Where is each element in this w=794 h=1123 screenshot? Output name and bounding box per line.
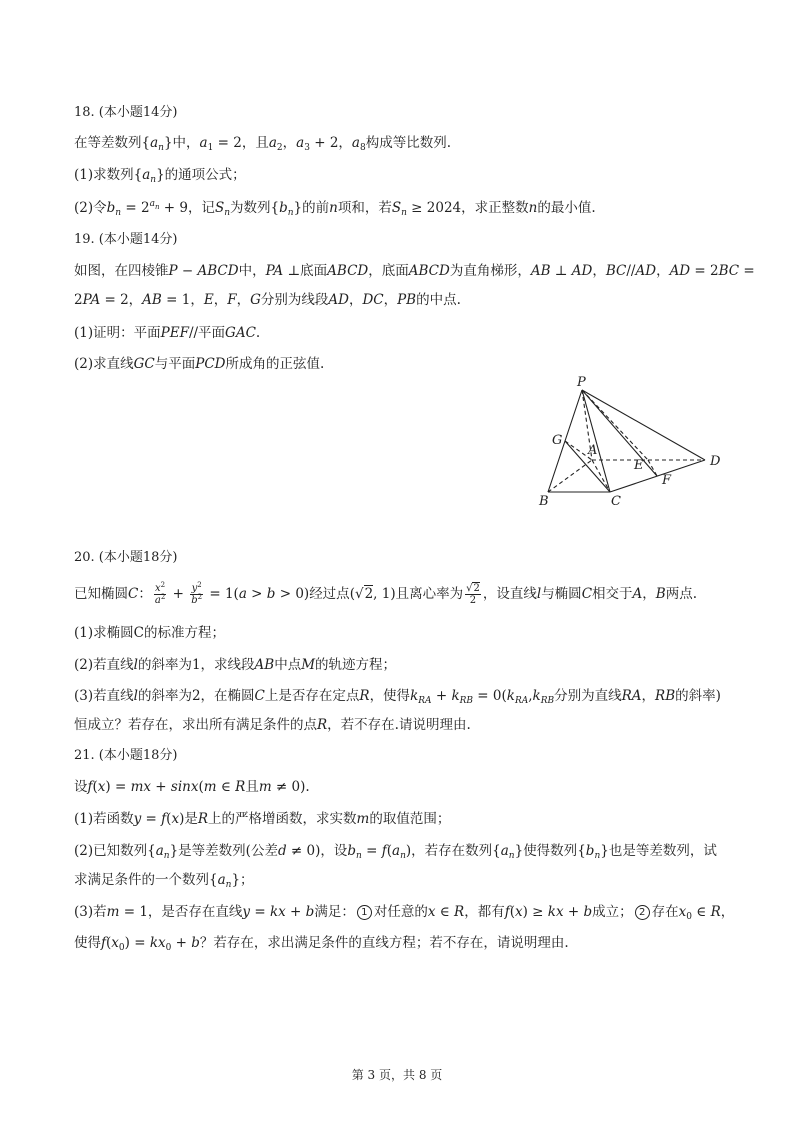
q20-part3-line2: 恒成立？若存在，求出所有满足条件的点R，若不存在.请说明理由.	[74, 717, 471, 733]
label-A: A	[588, 443, 598, 458]
q19-stem-line2: 2PA = 2，AB = 1，E，F，G分别为线段AD，DC，PB的中点.	[74, 292, 461, 308]
circled-one-icon: 1	[357, 905, 372, 920]
q18-part2: (2)令$b_n = 2^{a_n} + 9$，记$S_n$为数列$\{b_n\}$的前n项和，若$S_n \ge 2024$，求正整数n的最小值.	[74, 199, 596, 218]
q19-part1: (1)证明：平面PEF//平面GAC.	[74, 325, 261, 341]
label-D: D	[710, 454, 721, 469]
seg-AC	[592, 460, 610, 492]
q19-stem-line1: 如图，在四棱锥P − ABCD中，PA ⊥底面ABCD，底面ABCD为直角梯形，AB ⊥ AD，BC//AD，AD = 2BC =	[74, 263, 755, 279]
q21-part3-line2: 使得$f(x_0) = kx_0 + b$？若存在，求出满足条件的直线方程；若不存在，请说明理由.	[74, 935, 569, 953]
q20-part2: (2)若直线l的斜率为1，求线段AB中点M的轨迹方程；	[74, 657, 397, 673]
pyramid-figure	[530, 372, 730, 512]
q20-part3-line1: (3)若直线l的斜率为2，在椭圆C上是否存在定点R，使得$k_{RA} + k_{RB} = 0(k_{RA},k_{RB}$分别为直线RA，RB的斜率)	[74, 688, 721, 706]
edge-CD	[610, 460, 705, 492]
label-B: B	[539, 494, 549, 509]
circled-two-icon: 2	[635, 905, 650, 920]
q18-stem: 在等差数列$\{a_n\}$中，$a_1 = 2$，且$a_2$，$a_3 + 2$，$a_8$构成等比数列.	[74, 135, 451, 153]
q21-header: 21. (本小题18分)	[74, 748, 178, 763]
q21-part1: (1)若函数y = f(x)是R上的严格增函数，求实数m的取值范围；	[74, 811, 451, 827]
q20-stem: 已知椭圆C： $\frac{x^2}{a^2}$ + $\frac{y^2}{b^2}$ = 1(a > b > 0)经过点(√2, 1)且离心率为 $\frac{√2}{2}$ ，设直线l与椭圆C相交于A，B两点.	[74, 581, 697, 606]
q21-stem: 设f(x) = mx + sinx(m ∈ R且m ≠ 0).	[74, 779, 310, 795]
label-F: F	[662, 473, 672, 488]
label-C: C	[611, 494, 621, 509]
q21-part2-line2: 求满足条件的一个数列$\{a_n\}$；	[74, 872, 254, 890]
edge-PD	[582, 390, 705, 460]
q19-header: 19. (本小题14分)	[74, 232, 178, 247]
q18-part1: (1)求数列$\{a_n\}$的通项公式；	[74, 167, 246, 185]
label-P: P	[577, 375, 586, 390]
label-G: G	[552, 433, 563, 448]
q21-part2-line1: (2)已知数列$\{a_n\}$是等差数列(公差d ≠ 0)，设$b_n = f(a_n)$，若存在数列$\{a_n\}$使得数列$\{b_n\}$也是等差数列，试	[74, 843, 717, 861]
q20-header: 20. (本小题18分)	[74, 550, 178, 565]
page-footer: 第 3 页，共 8 页	[351, 1068, 443, 1082]
q20-part1: (1)求椭圆C的标准方程；	[74, 625, 225, 641]
q19-part2: (2)求直线GC与平面PCD所成角的正弦值.	[74, 356, 325, 372]
label-E: E	[634, 458, 644, 473]
q21-part3-line1: (3)若m = 1，是否存在直线y = kx + b满足： 1 对任意的x ∈ R，都有f(x) ≥ kx + b成立； 2 存在$x_0$ ∈ R，	[74, 904, 735, 922]
q18-header: 18. (本小题14分)	[74, 105, 178, 120]
